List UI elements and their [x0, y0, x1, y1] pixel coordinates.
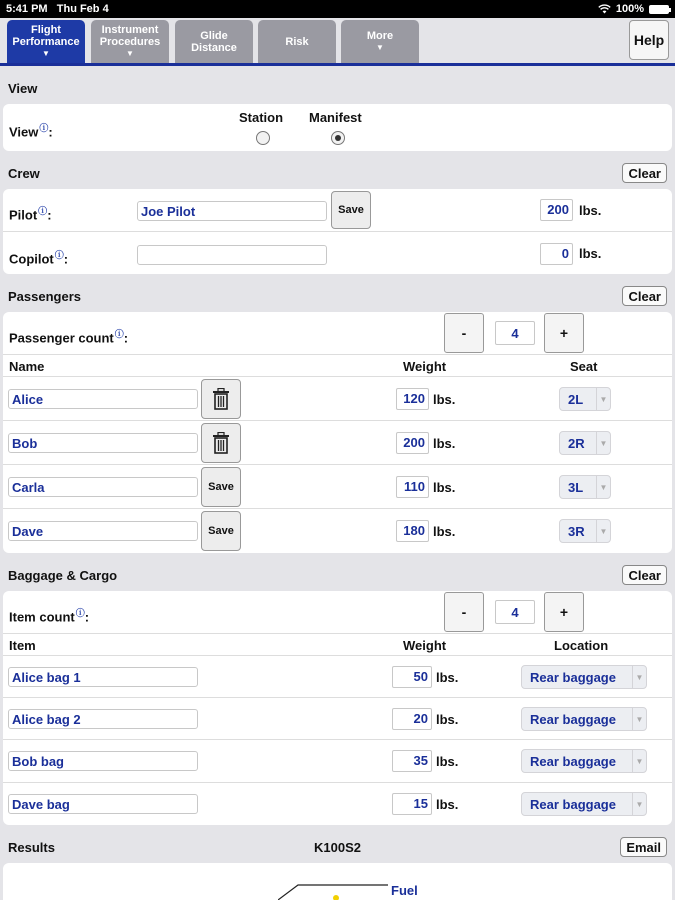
- status-date: Thu Feb 4: [56, 3, 109, 15]
- seat-value: 2L: [568, 391, 584, 407]
- baggage-location-select[interactable]: [521, 792, 647, 816]
- crew-header-label: Crew: [8, 165, 40, 181]
- battery-icon: [649, 5, 669, 14]
- tab-line1: Glide: [200, 29, 228, 42]
- item-count-label-text: Item count: [9, 609, 75, 625]
- seat-value: 2R: [568, 435, 585, 451]
- tab-line1: Flight: [31, 23, 61, 36]
- column-header-weight: Weight: [403, 359, 447, 374]
- baggage-header-label: Baggage & Cargo: [8, 567, 118, 583]
- baggage-weight-input[interactable]: 35: [392, 750, 432, 772]
- view-option-manifest-radio[interactable]: [331, 131, 345, 145]
- passenger-weight-input[interactable]: 200: [396, 432, 429, 454]
- pilot-label-text: Pilot: [9, 207, 38, 223]
- item-decrement-button[interactable]: -: [444, 592, 484, 632]
- info-icon[interactable]: ⓘ: [38, 206, 48, 216]
- tab-line1: More: [366, 29, 394, 42]
- tab-instrument-procedures[interactable]: [91, 20, 169, 63]
- passenger-name-input[interactable]: [8, 389, 198, 409]
- column-header-name: Name: [9, 359, 45, 374]
- baggage-clear-button[interactable]: Clear: [622, 565, 667, 585]
- chevron-down-icon: ▼: [376, 42, 384, 52]
- location-value: Rear baggage: [530, 753, 616, 769]
- status-right: [598, 3, 669, 15]
- trash-icon: [212, 388, 230, 410]
- baggage-item-input[interactable]: [8, 794, 198, 814]
- view-card: [3, 104, 672, 151]
- fuel-gauge-graphic: [278, 883, 393, 900]
- baggage-row: [3, 656, 672, 698]
- crew-section-header: [0, 159, 675, 187]
- help-button[interactable]: Help: [629, 20, 669, 60]
- copilot-row: [3, 232, 672, 274]
- baggage-row: [3, 698, 672, 740]
- info-icon[interactable]: ⓘ: [114, 329, 124, 339]
- copilot-label: Copilotⓘ:: [9, 250, 69, 267]
- passenger-seat-select[interactable]: [559, 519, 611, 543]
- column-header-item: Item: [9, 638, 36, 653]
- passenger-weight-input[interactable]: 180: [396, 520, 429, 542]
- passenger-weight-unit: lbs.: [433, 524, 456, 539]
- passenger-weight-input[interactable]: 110: [396, 476, 429, 498]
- passenger-weight-unit: lbs.: [433, 392, 456, 407]
- battery-fill: [650, 6, 668, 13]
- passengers-header-label: Passengers: [8, 288, 81, 304]
- passenger-seat-select[interactable]: [559, 387, 611, 411]
- chevron-down-icon: ▼: [632, 666, 646, 688]
- chevron-down-icon: ▼: [596, 388, 610, 410]
- passenger-column-headers: [3, 355, 672, 377]
- chevron-down-icon: ▼: [596, 432, 610, 454]
- passenger-count-value[interactable]: 4: [495, 321, 535, 345]
- crew-card: [3, 189, 672, 274]
- results-card: [3, 863, 672, 900]
- results-section-header: [0, 833, 675, 861]
- passenger-seat-select[interactable]: [559, 431, 611, 455]
- passenger-row: [3, 465, 672, 509]
- passengers-clear-button[interactable]: Clear: [622, 286, 667, 306]
- column-header-weight: Weight: [403, 638, 447, 653]
- passenger-decrement-button[interactable]: -: [444, 313, 484, 353]
- column-header-location: Location: [554, 638, 609, 653]
- tab-line1: Instrument: [101, 23, 159, 36]
- item-count-value[interactable]: 4: [495, 600, 535, 624]
- passengers-card: [3, 312, 672, 553]
- battery-percent: 100%: [615, 3, 644, 15]
- chevron-down-icon: ▼: [596, 520, 610, 542]
- copilot-name-input[interactable]: [137, 245, 327, 265]
- baggage-weight-unit: lbs.: [436, 797, 459, 812]
- save-passenger-button[interactable]: Save: [201, 467, 241, 507]
- passenger-row: [3, 509, 672, 553]
- fuel-label: Fuel: [391, 883, 418, 898]
- view-option-manifest-label: Manifest: [309, 110, 362, 125]
- email-button[interactable]: Email: [620, 837, 667, 857]
- pilot-name-input[interactable]: [137, 201, 327, 221]
- baggage-weight-input[interactable]: 20: [392, 708, 432, 730]
- location-value: Rear baggage: [530, 711, 616, 727]
- info-icon[interactable]: ⓘ: [39, 123, 49, 133]
- item-count-row: [3, 591, 672, 634]
- baggage-row: [3, 783, 672, 825]
- delete-passenger-button[interactable]: [201, 423, 241, 463]
- pilot-save-button[interactable]: Save: [331, 191, 371, 229]
- crew-clear-button[interactable]: Clear: [622, 163, 667, 183]
- status-left: [6, 3, 109, 15]
- chevron-down-icon: ▼: [632, 793, 646, 815]
- passenger-weight-unit: lbs.: [433, 436, 456, 451]
- aircraft-identifier: K100S2: [314, 839, 361, 855]
- passenger-count-label: Passenger countⓘ:: [9, 329, 129, 346]
- copilot-weight-unit: lbs.: [579, 246, 602, 261]
- passenger-seat-select[interactable]: [559, 475, 611, 499]
- baggage-location-select[interactable]: [521, 749, 647, 773]
- baggage-item-input[interactable]: [8, 751, 198, 771]
- passenger-weight-unit: lbs.: [433, 480, 456, 495]
- baggage-item-input[interactable]: [8, 709, 198, 729]
- baggage-card: [3, 591, 672, 825]
- passenger-name-input[interactable]: [8, 477, 198, 497]
- pilot-weight-unit: lbs.: [579, 203, 602, 218]
- baggage-item-input[interactable]: [8, 667, 198, 687]
- baggage-location-select[interactable]: [521, 665, 647, 689]
- copilot-weight-input[interactable]: 0: [540, 243, 573, 265]
- seat-value: 3R: [568, 523, 585, 539]
- item-increment-button[interactable]: +: [544, 592, 584, 632]
- passengers-section-header: [0, 282, 675, 310]
- passenger-count-label-text: Passenger count: [9, 330, 114, 346]
- wifi-icon: [598, 4, 611, 14]
- view-label: Viewⓘ:: [9, 123, 53, 140]
- baggage-weight-unit: lbs.: [436, 712, 459, 727]
- baggage-weight-unit: lbs.: [436, 670, 459, 685]
- tab-line2: Procedures: [99, 35, 161, 48]
- view-option-station-label: Station: [239, 110, 284, 125]
- chevron-down-icon: ▼: [632, 708, 646, 730]
- passenger-name-input[interactable]: [8, 521, 198, 541]
- tab-line2: Performance: [12, 35, 80, 48]
- tab-line1: Risk: [285, 35, 309, 48]
- passenger-increment-button[interactable]: +: [544, 313, 584, 353]
- pilot-label: Pilotⓘ:: [9, 206, 52, 223]
- copilot-label-text: Copilot: [9, 251, 54, 267]
- tab-more[interactable]: [341, 20, 419, 63]
- chevron-down-icon: ▼: [126, 48, 134, 58]
- baggage-section-header: [0, 561, 675, 589]
- chevron-down-icon: ▼: [42, 48, 50, 58]
- column-header-seat: Seat: [570, 359, 598, 374]
- baggage-column-headers: [3, 634, 672, 656]
- passenger-row: [3, 421, 672, 465]
- tab-bar: [0, 18, 675, 66]
- location-value: Rear baggage: [530, 669, 616, 685]
- delete-passenger-button[interactable]: [201, 379, 241, 419]
- location-value: Rear baggage: [530, 796, 616, 812]
- tab-risk[interactable]: [258, 20, 336, 63]
- info-icon[interactable]: ⓘ: [54, 250, 64, 260]
- tab-line2: Distance: [191, 41, 237, 54]
- tab-flight-performance[interactable]: [7, 20, 85, 63]
- item-count-label: Item countⓘ:: [9, 608, 90, 625]
- status-bar: [0, 0, 675, 18]
- seat-value: 3L: [568, 479, 584, 495]
- status-time: 5:41 PM: [6, 3, 48, 15]
- view-section-header: [0, 74, 675, 102]
- baggage-location-select[interactable]: [521, 707, 647, 731]
- results-header-label: Results: [8, 839, 55, 855]
- tab-glide-distance[interactable]: [175, 20, 253, 63]
- passenger-row: [3, 377, 672, 421]
- info-icon[interactable]: ⓘ: [75, 608, 85, 618]
- view-header-label: View: [8, 80, 38, 96]
- pilot-weight-input[interactable]: 200: [540, 199, 573, 221]
- passenger-count-row: [3, 312, 672, 355]
- baggage-row: [3, 740, 672, 783]
- baggage-weight-input[interactable]: 15: [392, 793, 432, 815]
- chevron-down-icon: ▼: [632, 750, 646, 772]
- view-label-text: View: [9, 124, 39, 140]
- view-option-station-radio[interactable]: [256, 131, 270, 145]
- baggage-weight-input[interactable]: 50: [392, 666, 432, 688]
- baggage-weight-unit: lbs.: [436, 754, 459, 769]
- chevron-down-icon: ▼: [596, 476, 610, 498]
- trash-icon: [212, 432, 230, 454]
- passenger-weight-input[interactable]: 120: [396, 388, 429, 410]
- save-passenger-button[interactable]: Save: [201, 511, 241, 551]
- passenger-name-input[interactable]: [8, 433, 198, 453]
- pilot-row: [3, 189, 672, 232]
